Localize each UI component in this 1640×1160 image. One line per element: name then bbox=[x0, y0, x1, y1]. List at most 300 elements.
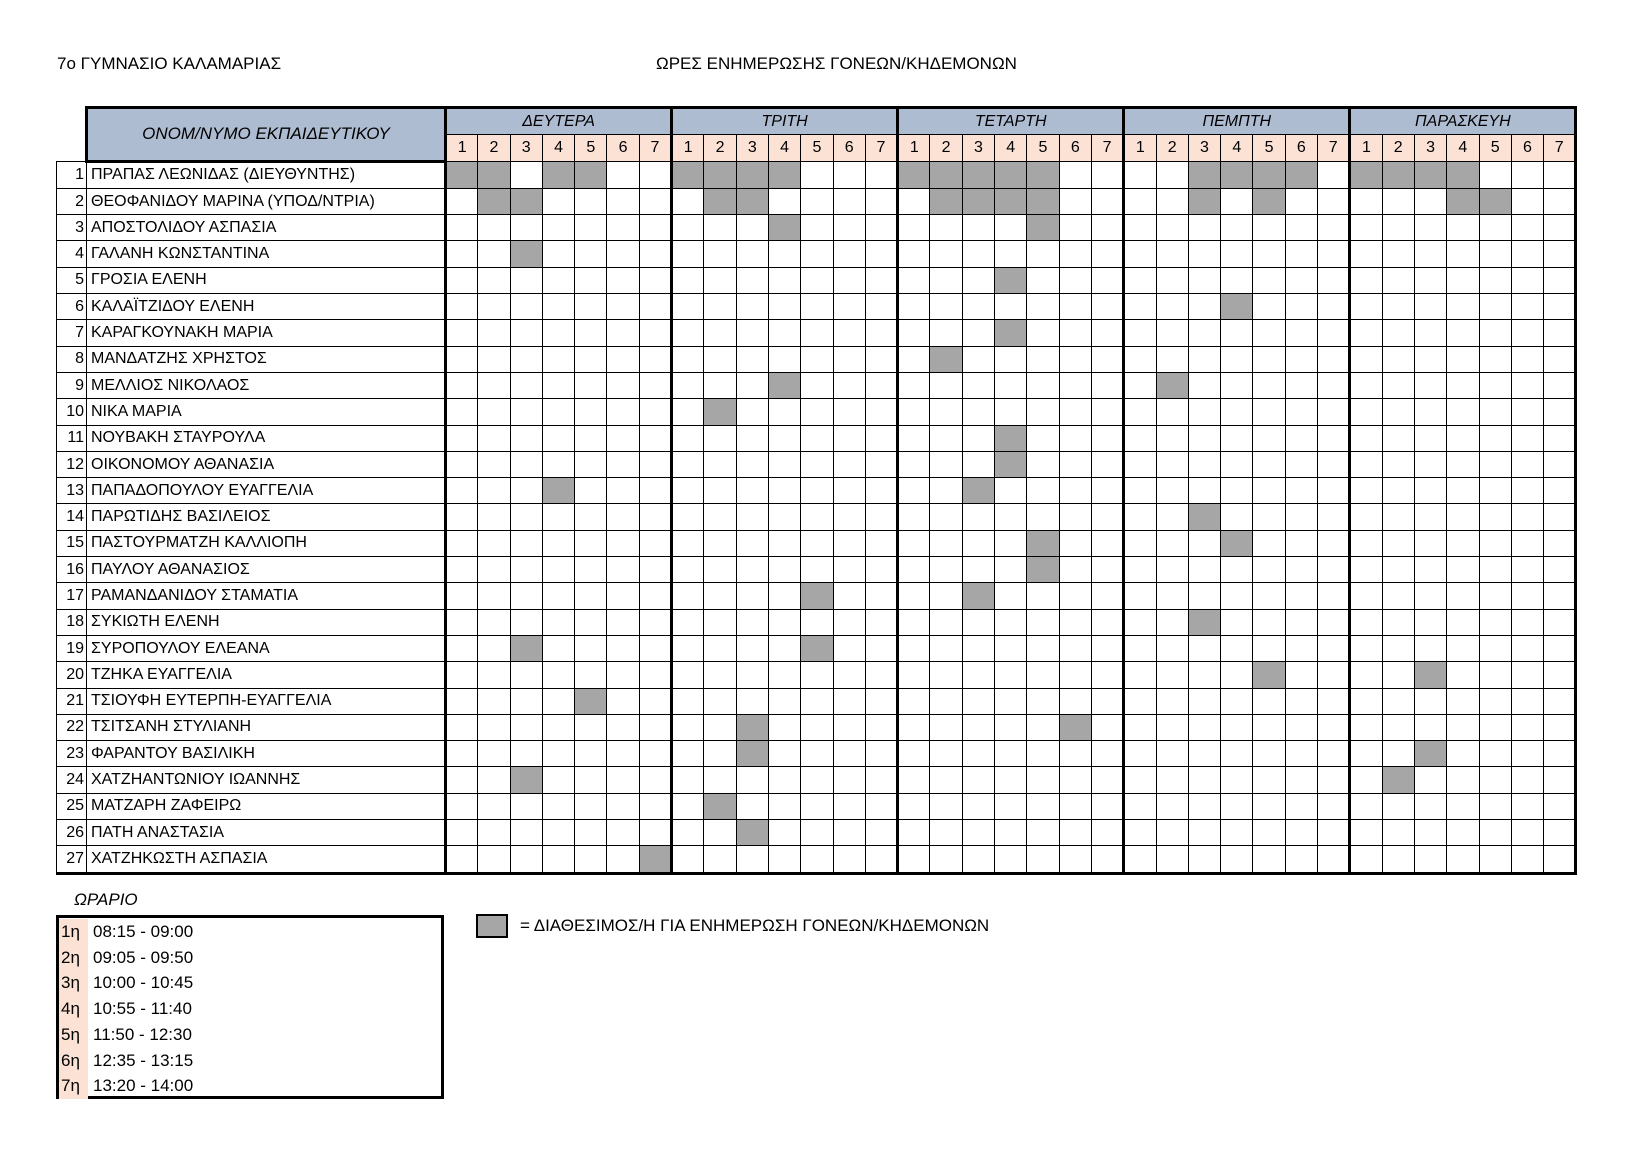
slot-cell bbox=[865, 767, 897, 793]
slot-cell bbox=[478, 241, 510, 267]
slot-cell bbox=[575, 346, 607, 372]
available-slot bbox=[995, 320, 1027, 346]
available-slot bbox=[962, 161, 994, 188]
slot-cell bbox=[1221, 451, 1253, 477]
slot-cell bbox=[1479, 846, 1511, 873]
period-label: 6η bbox=[59, 1048, 88, 1074]
slot-cell bbox=[1511, 609, 1543, 635]
available-slot bbox=[801, 635, 833, 661]
slot-cell bbox=[478, 320, 510, 346]
slot-cell bbox=[1059, 530, 1091, 556]
slot-cell bbox=[1188, 320, 1220, 346]
slot-cell bbox=[672, 188, 704, 214]
slot-cell bbox=[930, 294, 962, 320]
slot-cell bbox=[542, 504, 574, 530]
slot-cell bbox=[672, 793, 704, 819]
slot-cell bbox=[704, 504, 736, 530]
slot-cell bbox=[607, 478, 639, 504]
slot-cell bbox=[1188, 478, 1220, 504]
slot-cell bbox=[1318, 188, 1350, 214]
slot-cell bbox=[575, 372, 607, 398]
slot-cell bbox=[962, 346, 994, 372]
available-slot bbox=[1479, 188, 1511, 214]
slot-cell bbox=[607, 399, 639, 425]
slot-cell bbox=[639, 267, 671, 293]
slot-cell bbox=[1285, 267, 1317, 293]
slot-cell bbox=[542, 346, 574, 372]
slot-cell bbox=[704, 583, 736, 609]
slot-cell bbox=[575, 478, 607, 504]
row-number: 14 bbox=[57, 504, 87, 530]
slot-cell bbox=[1124, 425, 1156, 451]
slot-cell bbox=[833, 372, 865, 398]
available-slot bbox=[1414, 161, 1446, 188]
teacher-name: ΠΑΤΗ ΑΝΑΣΤΑΣΙΑ bbox=[87, 820, 446, 846]
slot-cell bbox=[1059, 635, 1091, 661]
teacher-row bbox=[57, 320, 1576, 346]
available-slot bbox=[995, 161, 1027, 188]
slot-cell bbox=[962, 241, 994, 267]
available-slot bbox=[962, 188, 994, 214]
slot-cell bbox=[478, 346, 510, 372]
slot-cell bbox=[1285, 346, 1317, 372]
slot-cell bbox=[1511, 635, 1543, 661]
slot-cell bbox=[607, 609, 639, 635]
slot-cell bbox=[639, 294, 671, 320]
slot-cell bbox=[607, 530, 639, 556]
period-number: 6 bbox=[607, 135, 639, 161]
slot-cell bbox=[898, 451, 930, 477]
slot-cell bbox=[1091, 241, 1123, 267]
available-slot bbox=[736, 741, 768, 767]
slot-cell bbox=[865, 530, 897, 556]
slot-cell bbox=[1091, 609, 1123, 635]
slot-cell bbox=[995, 767, 1027, 793]
slot-cell bbox=[768, 478, 800, 504]
slot-cell bbox=[1318, 161, 1350, 188]
available-slot bbox=[542, 478, 574, 504]
available-slot bbox=[575, 161, 607, 188]
slot-cell bbox=[865, 320, 897, 346]
slot-cell bbox=[865, 609, 897, 635]
slot-cell bbox=[1253, 294, 1285, 320]
slot-cell bbox=[1382, 478, 1414, 504]
day-header: ΤΡΙΤΗ bbox=[672, 108, 898, 135]
available-slot bbox=[672, 161, 704, 188]
teacher-name: ΓΑΛΑΝΗ ΚΩΝΣΤΑΝΤΙΝΑ bbox=[87, 241, 446, 267]
slot-cell bbox=[833, 609, 865, 635]
slot-cell bbox=[1188, 635, 1220, 661]
slot-cell bbox=[1285, 478, 1317, 504]
slot-cell bbox=[575, 767, 607, 793]
slot-cell bbox=[1544, 688, 1576, 714]
row-number: 20 bbox=[57, 662, 87, 688]
slot-cell bbox=[672, 504, 704, 530]
slot-cell bbox=[607, 346, 639, 372]
slot-cell bbox=[575, 741, 607, 767]
slot-cell bbox=[446, 820, 478, 846]
slot-cell bbox=[768, 425, 800, 451]
slot-cell bbox=[865, 346, 897, 372]
slot-cell bbox=[1156, 846, 1188, 873]
slot-cell bbox=[801, 161, 833, 188]
slot-cell bbox=[639, 241, 671, 267]
available-slot bbox=[1059, 714, 1091, 740]
slot-cell bbox=[930, 504, 962, 530]
available-slot bbox=[704, 793, 736, 819]
slot-cell bbox=[1124, 215, 1156, 241]
slot-cell bbox=[930, 688, 962, 714]
slot-cell bbox=[1221, 609, 1253, 635]
available-slot bbox=[736, 161, 768, 188]
slot-cell bbox=[930, 557, 962, 583]
slot-cell bbox=[704, 846, 736, 873]
slot-cell bbox=[930, 372, 962, 398]
slot-cell bbox=[510, 372, 542, 398]
slot-cell bbox=[542, 241, 574, 267]
teacher-name: ΣΥΡΟΠΟΥΛΟΥ ΕΛΕΑΝΑ bbox=[87, 635, 446, 661]
slot-cell bbox=[930, 320, 962, 346]
period-number: 3 bbox=[962, 135, 994, 161]
slot-cell bbox=[639, 425, 671, 451]
slot-cell bbox=[1318, 451, 1350, 477]
row-number: 26 bbox=[57, 820, 87, 846]
day-header: ΠΕΜΠΤΗ bbox=[1124, 108, 1350, 135]
slot-cell bbox=[672, 399, 704, 425]
slot-cell bbox=[1091, 451, 1123, 477]
slot-cell bbox=[1479, 267, 1511, 293]
slot-cell bbox=[1285, 714, 1317, 740]
slot-cell bbox=[1059, 820, 1091, 846]
slot-cell bbox=[1027, 846, 1059, 873]
slot-cell bbox=[446, 688, 478, 714]
slot-cell bbox=[672, 688, 704, 714]
slot-cell bbox=[478, 425, 510, 451]
slot-cell bbox=[801, 425, 833, 451]
available-slot bbox=[639, 846, 671, 873]
slot-cell bbox=[995, 688, 1027, 714]
slot-cell bbox=[1382, 425, 1414, 451]
available-slot bbox=[736, 188, 768, 214]
slot-cell bbox=[930, 241, 962, 267]
teacher-name: ΤΣΙΟΥΦΗ ΕΥΤΕΡΠΗ-ΕΥΑΓΓΕΛΙΑ bbox=[87, 688, 446, 714]
available-slot bbox=[510, 188, 542, 214]
slot-cell bbox=[1511, 714, 1543, 740]
slot-cell bbox=[1447, 557, 1479, 583]
available-slot bbox=[704, 399, 736, 425]
slot-cell bbox=[1253, 215, 1285, 241]
slot-cell bbox=[1414, 399, 1446, 425]
slot-cell bbox=[607, 635, 639, 661]
slot-cell bbox=[898, 662, 930, 688]
slot-cell bbox=[833, 478, 865, 504]
slot-cell bbox=[930, 215, 962, 241]
slot-cell bbox=[1221, 583, 1253, 609]
slot-cell bbox=[1124, 557, 1156, 583]
slot-cell bbox=[898, 241, 930, 267]
slot-cell bbox=[1382, 451, 1414, 477]
slot-cell bbox=[672, 767, 704, 793]
slot-cell bbox=[930, 583, 962, 609]
slot-cell bbox=[1414, 504, 1446, 530]
slot-cell bbox=[1511, 161, 1543, 188]
slot-cell bbox=[1124, 267, 1156, 293]
slot-cell bbox=[510, 267, 542, 293]
slot-cell bbox=[1059, 294, 1091, 320]
row-number: 11 bbox=[57, 425, 87, 451]
slot-cell bbox=[865, 451, 897, 477]
slot-cell bbox=[1027, 662, 1059, 688]
slot-cell bbox=[1091, 478, 1123, 504]
slot-cell bbox=[1253, 820, 1285, 846]
available-slot bbox=[768, 161, 800, 188]
slot-cell bbox=[1188, 346, 1220, 372]
legend-swatch bbox=[476, 914, 508, 938]
slot-cell bbox=[639, 188, 671, 214]
slot-cell bbox=[575, 583, 607, 609]
slot-cell bbox=[639, 530, 671, 556]
teacher-row bbox=[57, 846, 1576, 873]
slot-cell bbox=[542, 609, 574, 635]
slot-cell bbox=[1447, 741, 1479, 767]
slot-cell bbox=[1350, 583, 1382, 609]
timetable-row bbox=[59, 1022, 441, 1048]
slot-cell bbox=[1124, 741, 1156, 767]
period-number: 6 bbox=[1511, 135, 1543, 161]
slot-cell bbox=[575, 425, 607, 451]
teacher-name: ΚΑΡΑΓΚΟΥΝΑΚΗ ΜΑΡΙΑ bbox=[87, 320, 446, 346]
slot-cell bbox=[1479, 714, 1511, 740]
available-slot bbox=[930, 161, 962, 188]
available-slot bbox=[510, 241, 542, 267]
slot-cell bbox=[478, 767, 510, 793]
slot-cell bbox=[575, 294, 607, 320]
slot-cell bbox=[865, 793, 897, 819]
slot-cell bbox=[575, 662, 607, 688]
slot-cell bbox=[510, 425, 542, 451]
slot-cell bbox=[1382, 714, 1414, 740]
slot-cell bbox=[704, 267, 736, 293]
slot-cell bbox=[898, 504, 930, 530]
slot-cell bbox=[930, 793, 962, 819]
teacher-name: ΦΑΡΑΝΤΟΥ ΒΑΣΙΛΙΚΗ bbox=[87, 741, 446, 767]
slot-cell bbox=[478, 793, 510, 819]
slot-cell bbox=[1188, 557, 1220, 583]
slot-cell bbox=[639, 635, 671, 661]
slot-cell bbox=[898, 688, 930, 714]
slot-cell bbox=[1285, 372, 1317, 398]
slot-cell bbox=[736, 662, 768, 688]
slot-cell bbox=[1156, 346, 1188, 372]
row-number: 22 bbox=[57, 714, 87, 740]
slot-cell bbox=[607, 714, 639, 740]
period-time: 08:15 - 09:00 bbox=[93, 922, 194, 941]
slot-cell bbox=[1124, 188, 1156, 214]
slot-cell bbox=[1253, 267, 1285, 293]
name-column-header: ΟΝΟΜ/ΝΥΜΟ ΕΚΠΑΙΔΕΥΤΙΚΟΥ bbox=[87, 108, 446, 162]
slot-cell bbox=[768, 583, 800, 609]
slot-cell bbox=[930, 846, 962, 873]
slot-cell bbox=[1447, 793, 1479, 819]
slot-cell bbox=[930, 635, 962, 661]
slot-cell bbox=[704, 820, 736, 846]
teacher-row bbox=[57, 793, 1576, 819]
slot-cell bbox=[865, 294, 897, 320]
slot-cell bbox=[607, 215, 639, 241]
slot-cell bbox=[1414, 478, 1446, 504]
slot-cell bbox=[1544, 215, 1576, 241]
row-number: 8 bbox=[57, 346, 87, 372]
slot-cell bbox=[1479, 241, 1511, 267]
slot-cell bbox=[1253, 609, 1285, 635]
teacher-name: ΑΠΟΣΤΟΛΙΔΟΥ ΑΣΠΑΣΙΑ bbox=[87, 215, 446, 241]
slot-cell bbox=[1124, 714, 1156, 740]
slot-cell bbox=[1350, 688, 1382, 714]
available-slot bbox=[736, 714, 768, 740]
slot-cell bbox=[1156, 504, 1188, 530]
slot-cell bbox=[865, 267, 897, 293]
slot-cell bbox=[1350, 504, 1382, 530]
slot-cell bbox=[1059, 662, 1091, 688]
slot-cell bbox=[1221, 793, 1253, 819]
slot-cell bbox=[1544, 583, 1576, 609]
slot-cell bbox=[1027, 320, 1059, 346]
timetable-row bbox=[59, 996, 441, 1022]
slot-cell bbox=[898, 793, 930, 819]
slot-cell bbox=[1188, 372, 1220, 398]
slot-cell bbox=[1027, 399, 1059, 425]
slot-cell bbox=[1124, 372, 1156, 398]
slot-cell bbox=[1544, 425, 1576, 451]
slot-cell bbox=[1027, 504, 1059, 530]
teacher-row bbox=[57, 346, 1576, 372]
slot-cell bbox=[768, 267, 800, 293]
available-slot bbox=[1253, 161, 1285, 188]
slot-cell bbox=[1156, 215, 1188, 241]
slot-cell bbox=[1382, 583, 1414, 609]
slot-cell bbox=[1285, 241, 1317, 267]
slot-cell bbox=[639, 320, 671, 346]
available-slot bbox=[1027, 188, 1059, 214]
slot-cell bbox=[1511, 504, 1543, 530]
available-slot bbox=[704, 188, 736, 214]
slot-cell bbox=[446, 267, 478, 293]
row-number: 27 bbox=[57, 846, 87, 873]
period-time: 13:20 - 14:00 bbox=[93, 1076, 194, 1096]
slot-cell bbox=[1188, 820, 1220, 846]
slot-cell bbox=[995, 399, 1027, 425]
available-slot bbox=[898, 161, 930, 188]
slot-cell bbox=[768, 741, 800, 767]
slot-cell bbox=[1318, 478, 1350, 504]
teacher-name: ΝΙΚΑ ΜΑΡΙΑ bbox=[87, 399, 446, 425]
slot-cell bbox=[930, 741, 962, 767]
teacher-row bbox=[57, 294, 1576, 320]
row-number: 10 bbox=[57, 399, 87, 425]
slot-cell bbox=[1544, 451, 1576, 477]
slot-cell bbox=[1253, 846, 1285, 873]
slot-cell bbox=[1221, 846, 1253, 873]
slot-cell bbox=[1124, 846, 1156, 873]
slot-cell bbox=[1285, 215, 1317, 241]
row-number: 18 bbox=[57, 609, 87, 635]
slot-cell bbox=[1414, 451, 1446, 477]
slot-cell bbox=[639, 688, 671, 714]
slot-cell bbox=[1382, 530, 1414, 556]
slot-cell bbox=[1447, 346, 1479, 372]
available-slot bbox=[995, 425, 1027, 451]
slot-cell bbox=[995, 741, 1027, 767]
slot-cell bbox=[510, 478, 542, 504]
slot-cell bbox=[704, 688, 736, 714]
slot-cell bbox=[1156, 241, 1188, 267]
slot-cell bbox=[1027, 609, 1059, 635]
slot-cell bbox=[898, 767, 930, 793]
row-number: 16 bbox=[57, 557, 87, 583]
slot-cell bbox=[1318, 372, 1350, 398]
slot-cell bbox=[607, 161, 639, 188]
slot-cell bbox=[704, 714, 736, 740]
header-row-days bbox=[57, 108, 1576, 135]
available-slot bbox=[478, 161, 510, 188]
slot-cell bbox=[704, 530, 736, 556]
slot-cell bbox=[1511, 793, 1543, 819]
slot-cell bbox=[768, 294, 800, 320]
slot-cell bbox=[1188, 399, 1220, 425]
slot-cell bbox=[672, 635, 704, 661]
slot-cell bbox=[1479, 320, 1511, 346]
slot-cell bbox=[1382, 793, 1414, 819]
slot-cell bbox=[478, 478, 510, 504]
slot-cell bbox=[575, 320, 607, 346]
slot-cell bbox=[1479, 662, 1511, 688]
slot-cell bbox=[1285, 688, 1317, 714]
slot-cell bbox=[1285, 583, 1317, 609]
slot-cell bbox=[736, 583, 768, 609]
slot-cell bbox=[478, 504, 510, 530]
slot-cell bbox=[446, 478, 478, 504]
slot-cell bbox=[1350, 609, 1382, 635]
period-number: 3 bbox=[1188, 135, 1220, 161]
teacher-row bbox=[57, 188, 1576, 214]
slot-cell bbox=[607, 425, 639, 451]
slot-cell bbox=[1447, 767, 1479, 793]
slot-cell bbox=[1253, 557, 1285, 583]
slot-cell bbox=[898, 320, 930, 346]
slot-cell bbox=[1479, 294, 1511, 320]
slot-cell bbox=[1318, 741, 1350, 767]
slot-cell bbox=[898, 635, 930, 661]
slot-cell bbox=[898, 846, 930, 873]
slot-cell bbox=[1124, 161, 1156, 188]
slot-cell bbox=[1027, 688, 1059, 714]
slot-cell bbox=[833, 767, 865, 793]
slot-cell bbox=[930, 478, 962, 504]
slot-cell bbox=[1188, 793, 1220, 819]
slot-cell bbox=[1447, 215, 1479, 241]
slot-cell bbox=[672, 820, 704, 846]
slot-cell bbox=[542, 793, 574, 819]
slot-cell bbox=[704, 294, 736, 320]
slot-cell bbox=[768, 557, 800, 583]
slot-cell bbox=[639, 346, 671, 372]
period-number: 6 bbox=[1285, 135, 1317, 161]
slot-cell bbox=[833, 161, 865, 188]
slot-cell bbox=[446, 846, 478, 873]
slot-cell bbox=[704, 215, 736, 241]
slot-cell bbox=[736, 557, 768, 583]
slot-cell bbox=[1414, 425, 1446, 451]
